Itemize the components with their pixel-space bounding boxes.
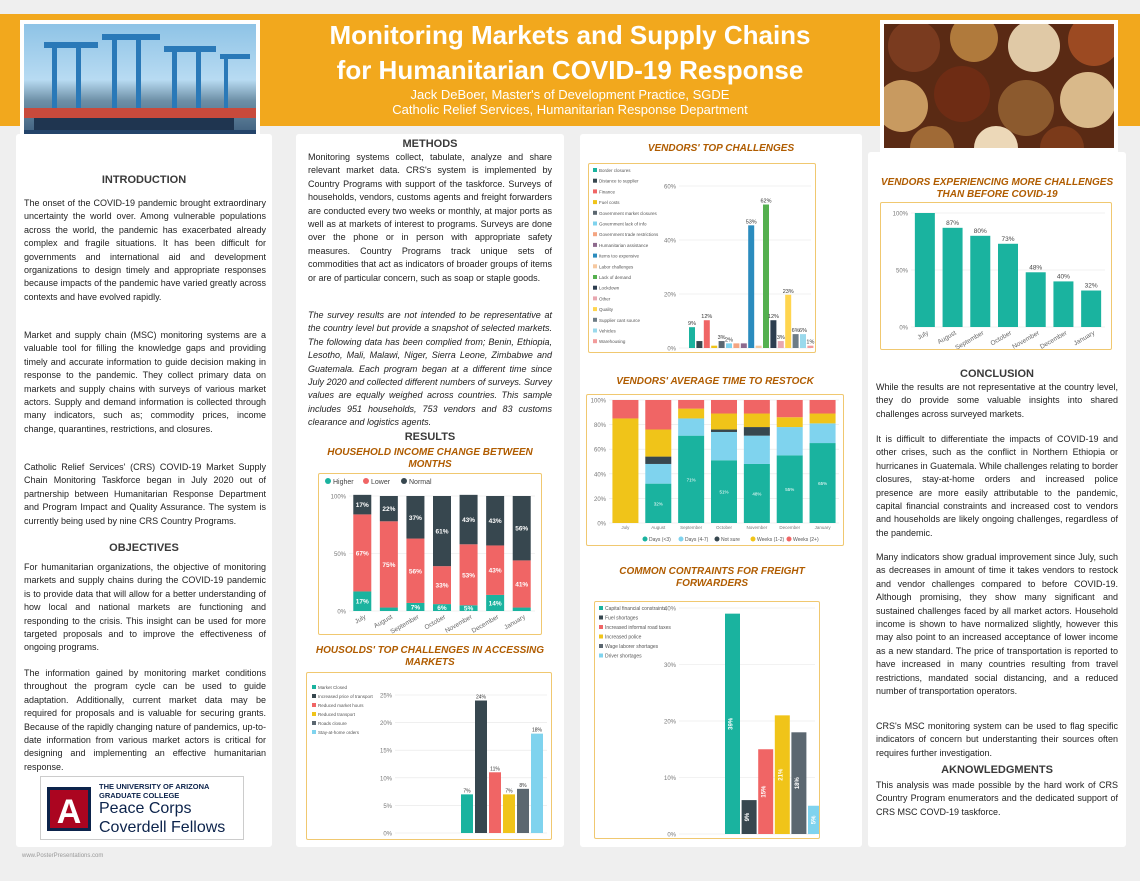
- vc-legend-label: Humanitarian assistance: [599, 242, 649, 248]
- freight-data-label: 18%: [794, 777, 801, 790]
- income-data-label: 67%: [355, 550, 369, 558]
- vc-legend-swatch: [593, 307, 597, 311]
- more-bar: [1081, 291, 1101, 327]
- vc-legend-swatch: [593, 168, 597, 172]
- more-y-tick: 0%: [899, 325, 908, 332]
- conclusion-paragraph-4: CRS's MSC monitoring system can be used to flag specific indicators of concern but understanting their sources often requires further investigation.: [876, 721, 1118, 758]
- income-legend-swatch: [401, 478, 407, 484]
- hh-legend-label: Increased price of transport: [318, 694, 373, 699]
- restock-legend-swatch: [679, 537, 684, 542]
- vc-data-label: 1%: [806, 339, 815, 346]
- hh-bar: [503, 794, 515, 833]
- vc-legend-swatch: [593, 318, 597, 322]
- restock-bar-segment: [678, 418, 704, 435]
- restock-legend-swatch: [751, 537, 756, 542]
- freight-data-label: 9%: [745, 812, 752, 822]
- more-data-label: 48%: [1029, 264, 1043, 272]
- vc-legend-swatch: [593, 243, 597, 247]
- income-data-label: 17%: [355, 502, 369, 510]
- income-data-label: 17%: [355, 598, 369, 606]
- income-data-label: 53%: [462, 572, 476, 580]
- vc-legend-label: Government market closures: [599, 210, 657, 216]
- income-data-label: 7%: [410, 604, 421, 612]
- more-x-tick: November: [1011, 329, 1041, 349]
- vc-bar: [785, 295, 791, 348]
- hh-bar: [475, 701, 487, 833]
- income-data-label: 22%: [382, 506, 396, 514]
- freight-chart: [595, 602, 819, 838]
- hh-bar: [531, 734, 543, 833]
- vc-legend-swatch: [593, 189, 597, 193]
- more-challenges-chart-title: VENDORS EXPERIENCING MORE CHALLENGES THAN BEFORE COVID-19: [880, 177, 1114, 200]
- hh-challenges-chart-panel: [306, 672, 552, 840]
- conclusion-paragraph-2: It is difficult to differentiate the impacts of COVID-19 and other crises, such as the conflict in Northern Ethiopia or hurricanes in Guatemala. While challenges relating to border closures, stay-at-home orders and increased police presence are more easily attributable to the pandemic, capital financial constraints and increased cost to vendors and households are likely ongoing challenges, regardless of the pandemic.: [876, 434, 1118, 538]
- logo-peace-corps: Peace Corps: [99, 800, 192, 817]
- freight-y-tick: 10%: [663, 776, 676, 782]
- vc-data-label: 12%: [767, 314, 779, 321]
- freight-data-label: 5%: [811, 815, 818, 825]
- acknowledgments-paragraph: This analysis was made possible by the hard work of CRS Country Program enumerators and the dedicated support of CRS MSC COVD-19 taskforce.: [876, 780, 1118, 817]
- hh-legend-label: Reduced transport: [318, 712, 356, 717]
- hh-legend-swatch: [312, 730, 316, 734]
- income-data-label: 61%: [435, 528, 449, 536]
- freight-legend-swatch: [599, 625, 603, 629]
- restock-bar-segment: [711, 430, 737, 432]
- hh-y-tick: 10%: [379, 776, 392, 783]
- vc-bar: [704, 320, 710, 348]
- conclusion-paragraph-1: While the results are not representative at the country level, they do provide some valuable insights into shared challenges across surveyed markets.: [876, 382, 1118, 419]
- more-x-tick: October: [989, 329, 1013, 348]
- restock-bar-segment: [645, 457, 671, 464]
- introduction-paragraph-1: The onset of the COVID-19 pandemic brought extraordinary uncertainty the world over. Among vulnerable populations across the world, the pandemic has exacerbated already complex and fragile situations. It has been difficult for governments and international aid and development organizations to design timely and appropriate responses because impacts of the pandemic have varied greatly across contexts and have evolved rapidly.: [24, 198, 266, 302]
- restock-data-label: 48%: [752, 491, 762, 497]
- freight-legend-swatch: [599, 616, 603, 620]
- freight-data-label: 21%: [778, 768, 785, 781]
- more-bar: [915, 213, 935, 327]
- vc-y-tick: 40%: [663, 238, 676, 245]
- restock-bar-segment: [645, 464, 671, 484]
- vc-bar: [770, 320, 776, 348]
- more-x-tick: July: [916, 329, 930, 342]
- hh-legend-swatch: [312, 685, 316, 689]
- restock-bar-segment: [678, 400, 704, 409]
- income-data-label: 14%: [488, 600, 502, 608]
- income-data-label: 75%: [382, 561, 396, 569]
- freight-data-label: 15%: [761, 785, 768, 798]
- hh-challenges-chart-title: HOUSOLDS' TOP CHALLENGES IN ACCESSING MARKETS: [315, 645, 545, 668]
- vc-bar: [763, 205, 769, 348]
- conclusion-heading: CONCLUSION: [960, 368, 1034, 380]
- vc-legend-label: Supplier cant source: [599, 317, 641, 323]
- poster-title-line2: for Humanitarian COVID-19 Response: [336, 55, 804, 85]
- vc-legend-label: Labor challenges: [599, 264, 634, 270]
- methods-paragraph-1: Monitoring systems collect, tabulate, analyze and share relevant market data. CRS's system is implemented by Country Programs with support of the taskforce. Surveys of households, vendors, customs agents and freight forwarders are conducted every two weeks or monthly, at major ports as well as at markets of interest to programs. Surveys are done over the phone or in person with appropriate safety measures. Country Programs track unique sets of commodities that act as indicators of broader groups of items or are of particular concern, such as soap or staple goods.: [308, 152, 552, 283]
- income-data-label: 41%: [515, 581, 529, 589]
- freight-legend-label: Increased informal road taxes: [605, 625, 671, 631]
- freight-y-tick: 20%: [663, 719, 676, 726]
- freight-y-tick: 0%: [667, 832, 676, 838]
- vc-legend-swatch: [593, 275, 597, 279]
- restock-bar-segment: [612, 418, 638, 523]
- restock-data-label: 71%: [686, 477, 696, 483]
- vc-data-label: 53%: [745, 219, 757, 226]
- vc-bar: [733, 343, 739, 348]
- restock-legend-label: Weeks (1-2): [757, 537, 785, 543]
- restock-bar-segment: [810, 400, 836, 414]
- more-challenges-chart: [881, 203, 1111, 349]
- more-x-tick: December: [1038, 329, 1069, 349]
- vc-bar: [800, 334, 806, 348]
- vc-legend-label: Vehicles: [599, 328, 616, 334]
- restock-data-label: 65%: [818, 481, 828, 487]
- freight-chart-panel: [594, 601, 820, 839]
- vc-data-label: 6%: [799, 328, 807, 335]
- vc-legend-label: Government lack of info: [599, 221, 647, 227]
- more-data-label: 40%: [1056, 273, 1070, 281]
- more-bar: [970, 236, 990, 327]
- restock-bar-segment: [612, 400, 638, 418]
- income-data-label: 5%: [463, 605, 474, 613]
- income-y-tick: 0%: [337, 609, 346, 616]
- hh-y-tick: 15%: [379, 748, 392, 755]
- hh-bar: [517, 789, 529, 833]
- hh-legend-label: Roads closure: [318, 721, 347, 726]
- restock-chart: [587, 395, 843, 545]
- vc-data-label: 2%: [725, 337, 733, 344]
- author-line: Jack DeBoer, Master's of Development Practice, SGDE: [410, 87, 730, 102]
- income-x-tick: January: [503, 613, 527, 632]
- more-bar: [1053, 281, 1073, 327]
- freight-data-label: 39%: [728, 717, 735, 730]
- port-cranes-photo: [20, 20, 260, 152]
- vc-legend-swatch: [593, 232, 597, 236]
- income-y-tick: 100%: [330, 494, 346, 501]
- footer-credit: www.PosterPresentations.com: [22, 853, 104, 859]
- restock-x-tick: November: [746, 525, 768, 530]
- hh-challenges-chart: [307, 673, 551, 839]
- more-bar: [1026, 272, 1046, 327]
- more-x-tick: September: [954, 329, 986, 349]
- income-data-label: 43%: [488, 567, 502, 575]
- restock-bar-segment: [777, 427, 803, 455]
- hh-y-tick: 5%: [383, 803, 392, 810]
- vc-legend-label: Finance: [599, 189, 616, 195]
- freight-legend-label: Fuel shortages: [605, 615, 639, 622]
- vc-legend-label: Items too expensive: [599, 253, 640, 259]
- freight-legend-swatch: [599, 635, 603, 639]
- introduction-paragraph-2: Market and supply chain (MSC) monitoring systems are a valuable tool for filling the knowledge gaps and providing timely and accurate information to guide decision making in response to the pandemic. They collect primary data on markets and supply chains with surveys of various market actors. Supply and demand information is collected through many indicators, such as; commodity prices, income change, quarantines, restrictions, and closures.: [24, 330, 266, 434]
- vc-legend-swatch: [593, 179, 597, 183]
- income-data-label: 6%: [437, 605, 447, 613]
- income-x-tick: September: [389, 613, 421, 634]
- vc-legend-label: Border closures: [599, 168, 631, 173]
- restock-legend-label: Days (4-7): [685, 537, 709, 543]
- vc-bar: [793, 334, 799, 348]
- vc-legend-label: Fuel costs: [599, 200, 620, 206]
- hh-data-label: 11%: [490, 766, 500, 773]
- freight-legend-swatch: [599, 644, 603, 648]
- restock-y-tick: 100%: [590, 398, 606, 405]
- restock-bar-segment: [711, 432, 737, 460]
- more-bar: [998, 244, 1018, 327]
- income-x-tick: November: [444, 613, 474, 634]
- restock-bar-segment: [711, 400, 737, 414]
- restock-data-label: 55%: [785, 487, 795, 493]
- restock-bar-segment: [744, 427, 770, 436]
- vc-data-label: 9%: [688, 321, 696, 328]
- restock-legend-label: Days (<3): [649, 537, 671, 543]
- restock-x-tick: January: [814, 525, 831, 530]
- objectives-paragraph-1: For humanitarian organizations, the objective of monitoring markets and supply chains during the COVID-19 pandemic is to provide data that will allow for a better understanding of how local and national markets are functioning and responding to the crisis. This insight can be used for more targeted proposals and to improve the effectiveness of ongoing programs.: [24, 562, 266, 653]
- income-data-label: 56%: [515, 525, 529, 533]
- restock-x-tick: December: [779, 525, 801, 530]
- restock-legend-swatch: [643, 537, 648, 542]
- vc-legend-swatch: [593, 200, 597, 204]
- vc-legend-swatch: [593, 211, 597, 215]
- hh-legend-label: Stay-at-home orders: [318, 730, 360, 735]
- hh-bar: [489, 772, 501, 833]
- income-x-tick: August: [372, 613, 394, 630]
- vc-data-label: 62%: [760, 198, 772, 205]
- more-challenges-chart-panel: [880, 202, 1112, 350]
- vc-y-tick: 20%: [663, 292, 676, 299]
- income-legend-label: Normal: [409, 479, 432, 486]
- income-legend-swatch: [363, 478, 369, 484]
- restock-bar-segment: [744, 400, 770, 414]
- vc-y-tick: 60%: [663, 184, 676, 191]
- restock-legend-label: Not sure: [721, 537, 740, 543]
- more-x-tick: January: [1072, 329, 1097, 348]
- vc-legend-label: Quality: [599, 307, 614, 313]
- vendor-challenges-chart-panel: [588, 163, 816, 353]
- methods-heading: METHODS: [402, 138, 458, 150]
- restock-y-tick: 40%: [593, 472, 606, 479]
- hh-legend-swatch: [312, 694, 316, 698]
- more-y-tick: 100%: [892, 211, 908, 218]
- more-x-tick: August: [936, 329, 958, 346]
- vc-legend-label: Lockdown: [599, 285, 620, 291]
- restock-bar-segment: [678, 409, 704, 419]
- vc-data-label: 12%: [701, 314, 713, 321]
- restock-y-tick: 0%: [597, 521, 606, 528]
- restock-bar-segment: [810, 423, 836, 443]
- vc-bar: [689, 327, 695, 348]
- hh-y-tick: 0%: [383, 831, 392, 838]
- more-bar: [943, 228, 963, 327]
- vc-y-tick: 0%: [667, 346, 676, 352]
- more-data-label: 80%: [973, 227, 987, 235]
- hh-data-label: 24%: [475, 694, 487, 701]
- vc-bar: [748, 225, 754, 348]
- income-data-label: 56%: [408, 568, 422, 576]
- logo-college-line: GRADUATE COLLEGE: [99, 791, 180, 800]
- restock-bar-segment: [744, 414, 770, 428]
- hh-legend-swatch: [312, 703, 316, 707]
- methods-paragraph-2: The survey results are not intended to be representative at the country level but provide a snapshot of selected markets. The following data has been complied from; Benin, Ethiopia, Lesotho, Mali, Malawi, Niger, Sierra Leone, Zimbabwe and Guatemala. Each program began at a different time since July 2020 and collected different numbers of surveys. Survey values are equally weighed across countries. This sample includes 951 households, 753 vendors and 83 customs clearance and logistics agents.: [308, 310, 552, 428]
- freight-legend-label: Increased police: [605, 634, 642, 641]
- more-data-label: 87%: [946, 219, 960, 227]
- vc-legend-swatch: [593, 222, 597, 226]
- vc-legend-swatch: [593, 254, 597, 258]
- freight-y-tick: 30%: [663, 663, 676, 669]
- income-chart-panel: [318, 473, 542, 635]
- conclusion-paragraph-3: Many indicators show gradual improvement since July, such as decreases in amount of time it takes vendors to restock and vendor challenges compared to before COVID-19. Although promising, they show many significant and sustained challenges faced by all market actors. Household income is shown to have normalized slightly, however this may also point to an increased acceptance of lower income as a new standard. The price of transportation is reported to have increased in many countries resulting from travel restrictions, mandated social distancing, and a reduced number of transportation operators.: [876, 552, 1118, 697]
- grains-photo: [880, 20, 1118, 152]
- freight-legend-label: Wage laborer shortages: [605, 644, 659, 650]
- income-legend-swatch: [325, 478, 331, 484]
- restock-y-tick: 20%: [593, 496, 606, 503]
- income-bar-segment: [380, 608, 398, 611]
- vc-legend-label: Government trade restrictions: [599, 232, 659, 238]
- vc-bar: [719, 341, 725, 348]
- vc-data-label: 3%: [717, 335, 726, 342]
- hh-data-label: 8%: [519, 782, 527, 789]
- income-data-label: 43%: [462, 517, 476, 525]
- hh-legend-swatch: [312, 721, 316, 725]
- restock-x-tick: July: [621, 525, 630, 530]
- restock-bar-segment: [645, 430, 671, 457]
- vc-data-label: 3%: [776, 335, 785, 342]
- freight-legend-label: Driver shortages: [605, 653, 642, 660]
- arizona-a-logo-mark: A: [47, 787, 91, 831]
- freight-legend-label: Capital financial constraints: [605, 606, 666, 612]
- restock-bar-segment: [777, 417, 803, 427]
- income-data-label: 37%: [408, 514, 422, 522]
- restock-data-label: 32%: [653, 501, 663, 507]
- restock-x-tick: October: [715, 525, 733, 530]
- hh-bar: [461, 794, 473, 833]
- university-logo: [40, 776, 244, 840]
- grain-bowls-illustration: [884, 24, 1114, 148]
- acknowledgments-heading: AKNOWLEDGMENTS: [941, 764, 1053, 776]
- restock-chart-title: VENDORS' AVERAGE TIME TO RESTOCK: [616, 376, 814, 387]
- income-data-label: 33%: [435, 582, 449, 590]
- logo-coverdell-fellows: Coverdell Fellows: [99, 819, 226, 836]
- income-x-tick: December: [470, 613, 501, 634]
- restock-chart-panel: [586, 394, 844, 546]
- objectives-heading: OBJECTIVES: [109, 542, 179, 554]
- poster-title-line1: Monitoring Markets and Supply Chains: [329, 20, 811, 50]
- vc-bar: [696, 341, 702, 348]
- vc-legend-label: Distance to supplier: [599, 178, 639, 184]
- vc-bar: [756, 346, 762, 348]
- hh-data-label: 7%: [505, 788, 513, 795]
- vendor-challenges-chart-title: VENDORS' TOP CHALLENGES: [647, 143, 795, 154]
- vc-legend-swatch: [593, 264, 597, 268]
- income-chart: [319, 474, 541, 634]
- restock-legend-swatch: [787, 537, 792, 542]
- more-data-label: 73%: [1001, 235, 1015, 243]
- hh-legend-label: Market Closed: [318, 685, 348, 690]
- introduction-heading: INTRODUCTION: [101, 174, 187, 186]
- vc-legend-swatch: [593, 286, 597, 290]
- income-legend-label: Higher: [333, 479, 354, 486]
- hh-data-label: 18%: [531, 727, 543, 734]
- vc-bar: [807, 346, 813, 348]
- vc-legend-label: Other: [599, 296, 611, 302]
- vc-legend-label: Warehousing: [599, 339, 626, 345]
- income-chart-title: HOUSEHOLD INCOME CHANGE BETWEEN MONTHS: [327, 447, 533, 470]
- hh-y-tick: 25%: [379, 693, 392, 700]
- restock-bar-segment: [645, 400, 671, 430]
- restock-bar-segment: [744, 436, 770, 464]
- restock-x-tick: September: [680, 525, 703, 530]
- vc-legend-label: Lack of demand: [599, 275, 632, 280]
- restock-data-label: 51%: [719, 489, 729, 495]
- income-bar-segment: [513, 608, 531, 611]
- hh-data-label: 7%: [463, 788, 471, 795]
- income-x-tick: July: [353, 613, 368, 626]
- objectives-paragraph-2: The information gained by monitoring market conditions throughout the program cycle can be used to guide adaptation. Additionally, current market data may be required for proposals and is valuable for securing grants. Because of the rapidly changing nature of pandemics, up-to-date information from various market actors is critical for designing and implementing an effective humanitarian response.: [24, 668, 266, 772]
- organization-line: Catholic Relief Services, Humanitarian Response Department: [392, 102, 748, 117]
- more-y-tick: 50%: [895, 268, 908, 275]
- vendor-challenges-chart: [589, 164, 815, 352]
- freight-chart-title: COMMON CONTRAINTS FOR FREIGHT FORWARDERS: [619, 566, 805, 589]
- restock-bar-segment: [777, 400, 803, 417]
- income-legend-label: Lower: [371, 479, 391, 486]
- freight-legend-swatch: [599, 654, 603, 658]
- vc-data-label: 6%: [791, 328, 800, 335]
- restock-bar-segment: [810, 414, 836, 424]
- restock-bar-segment: [711, 414, 737, 430]
- restock-x-tick: August: [651, 525, 666, 530]
- hh-legend-swatch: [312, 712, 316, 716]
- income-x-tick: October: [423, 613, 447, 632]
- restock-y-tick: 80%: [593, 423, 606, 430]
- more-data-label: 32%: [1084, 282, 1098, 290]
- freight-legend-swatch: [599, 606, 603, 610]
- vc-legend-swatch: [593, 339, 597, 343]
- vc-legend-swatch: [593, 329, 597, 333]
- restock-legend-label: Weeks (2+): [793, 537, 819, 543]
- hh-legend-label: Reduced market hours: [318, 703, 364, 708]
- freight-y-tick: 40%: [663, 606, 676, 613]
- restock-y-tick: 60%: [593, 447, 606, 454]
- introduction-paragraph-3: Catholic Relief Services' (CRS) COVID-19 Market Supply Chain Monitoring Taskforce began in July 2020 out of partnership between Humanitarian Response Department and Program Impact and Quality Assurance. The system is currently being used by nine CRS Country Programs.: [24, 462, 266, 526]
- restock-legend-swatch: [715, 537, 720, 542]
- vc-data-label: 23%: [782, 288, 794, 295]
- income-y-tick: 50%: [333, 552, 346, 558]
- vc-bar: [741, 343, 747, 348]
- vc-legend-swatch: [593, 296, 597, 300]
- logo-university-line: THE UNIVERSITY OF ARIZONA: [99, 782, 210, 791]
- income-data-label: 43%: [488, 518, 502, 526]
- vc-bar: [711, 346, 717, 348]
- vc-bar: [726, 343, 732, 348]
- results-heading: RESULTS: [404, 431, 456, 443]
- hh-y-tick: 20%: [379, 721, 392, 728]
- port-cranes-illustration: [24, 24, 256, 148]
- vc-bar: [778, 341, 784, 348]
